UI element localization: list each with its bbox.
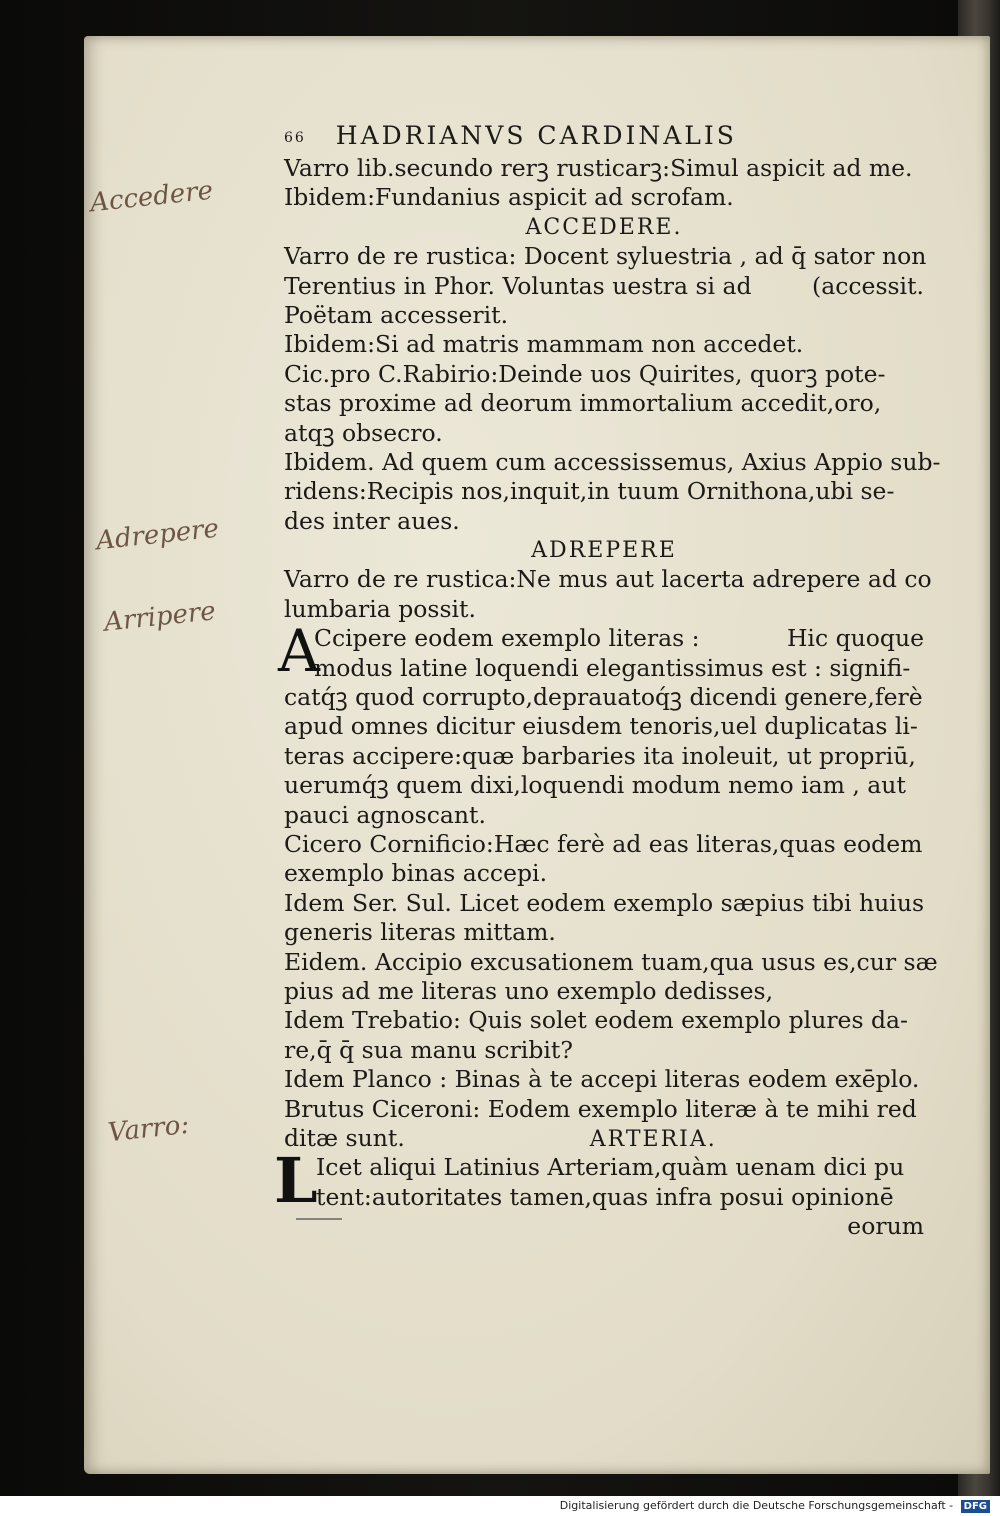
text-line — [284, 624, 924, 653]
section-heading-adrepere: ADREPERE — [531, 538, 677, 564]
text-line: Idem Trebatio: Quis solet eodem exemplo plures da- — [284, 1006, 908, 1035]
text-line: Varro de re rustica:Ne mus aut lacerta adrepere ad co — [284, 565, 932, 594]
text-line: Poëtam accesserit. — [284, 300, 509, 329]
text-line: ridens:Recipis nos,inquit,in tuum Ornithona,ubi se- — [284, 477, 895, 506]
text-line: Icet aliqui Latinius Arteriam,quàm uenam dici pu — [316, 1153, 905, 1182]
text-line: Idem Ser. Sul. Licet eodem exemplo sæpius tibi huius — [284, 888, 925, 917]
printer-mark — [296, 1218, 342, 1220]
text-line: pius ad me literas uno exemplo dedisses, — [284, 976, 774, 1005]
digitization-credit — [0, 1498, 1000, 1514]
credit-text: Digitalisierung gefördert durch die Deutsche Forschungsgemeinschaft - — [559, 1499, 954, 1512]
text-line: Varro lib.secundo rerꝫ rusticarꝫ:Simul aspicit ad me. — [284, 154, 913, 182]
text-line: teras accipere:quæ barbaries ita inoleuit, ut propriū, — [284, 741, 916, 770]
marginal-note-accedere: Accedere — [88, 175, 215, 219]
text-fragment: (accessit. — [812, 271, 924, 300]
text-line: uerumq́ꝫ quem dixi,loquendi modum nemo iam , aut — [284, 771, 906, 800]
text-line: modus latine loquendi elegantissimus est : signifi- — [314, 653, 911, 682]
running-head-title: HADRIANVS CARDINALIS — [335, 121, 737, 150]
text-line: exemplo binas accepi. — [284, 859, 548, 888]
text-line: apud omnes dicitur eiusdem tenoris,uel duplicatas li- — [284, 712, 918, 741]
section-heading-accedere: ACCEDERE. — [525, 214, 683, 240]
text-line: pauci agnoscant. — [284, 800, 486, 829]
text-fragment: Hic quoque — [786, 624, 924, 653]
text-line: Cic.pro C.Rabirio:Deinde uos Quirites, quorꝫ pote- — [284, 359, 886, 388]
text-line — [284, 1124, 924, 1153]
marginal-note-adrepere: Adrepere — [94, 513, 221, 557]
text-fragment: ditæ sunt. — [284, 1123, 405, 1152]
marginal-note-arripere: Arripere — [102, 596, 218, 638]
text-line: Varro de re rustica: Docent syluestria , ad q̄ sator non — [284, 242, 927, 271]
text-line — [284, 272, 924, 301]
text-fragment: Terentius in Phor. Voluntas uestra si ad — [284, 271, 752, 300]
dfg-logo: DFG — [961, 1500, 990, 1513]
text-line: Eidem. Accipio excusationem tuam,qua usus es,cur sæ — [284, 947, 938, 976]
text-line: tent:autoritates tamen,quas infra posui opinionē — [316, 1182, 894, 1211]
text-line: Ibidem:Si ad matris mammam non accedet. — [284, 330, 804, 359]
text-line: Idem Planco : Binas à te accepi literas eodem exēplo. — [284, 1065, 920, 1094]
text-line: Cicero Cornificio:Hæc ferè ad eas literas,quas eodem — [284, 829, 923, 858]
folio-number: 66 — [284, 129, 306, 146]
text-line: Ibidem:Fundanius aspicit ad scrofam. — [284, 183, 734, 212]
text-line: Ibidem. Ad quem cum accessissemus, Axius Appio sub- — [284, 447, 941, 476]
section-heading-arteria: ARTERIA. — [589, 1126, 717, 1152]
text-line: generis literas mittam. — [284, 918, 556, 947]
text-line: atqꝫ obsecro. — [284, 418, 443, 447]
catchword: eorum — [847, 1212, 924, 1241]
drop-cap-initial: A — [278, 617, 320, 686]
text-line: Brutus Ciceroni: Eodem exemplo literæ à te mihi red — [284, 1094, 917, 1123]
text-fragment: Ccipere eodem exemplo literas : — [314, 624, 700, 653]
marginal-note-varro: Varro: — [106, 1109, 191, 1149]
text-line: stas proxime ad deorum immortalium accedit,oro, — [284, 389, 882, 418]
drop-cap-initial: L — [274, 1144, 318, 1218]
paragraph-arteria — [274, 1144, 924, 1218]
running-header — [284, 118, 924, 154]
text-line: catq́ꝫ quod corrupto,deprauatoq́ꝫ dicendi genere,ferè — [284, 683, 923, 712]
paragraph-accipere — [278, 617, 924, 686]
text-line: lumbaria possit. — [284, 594, 476, 623]
page-text — [274, 118, 941, 1241]
text-line: re,q̄ q̄ sua manu scribit? — [284, 1035, 573, 1064]
text-line: des inter aues. — [284, 506, 460, 535]
